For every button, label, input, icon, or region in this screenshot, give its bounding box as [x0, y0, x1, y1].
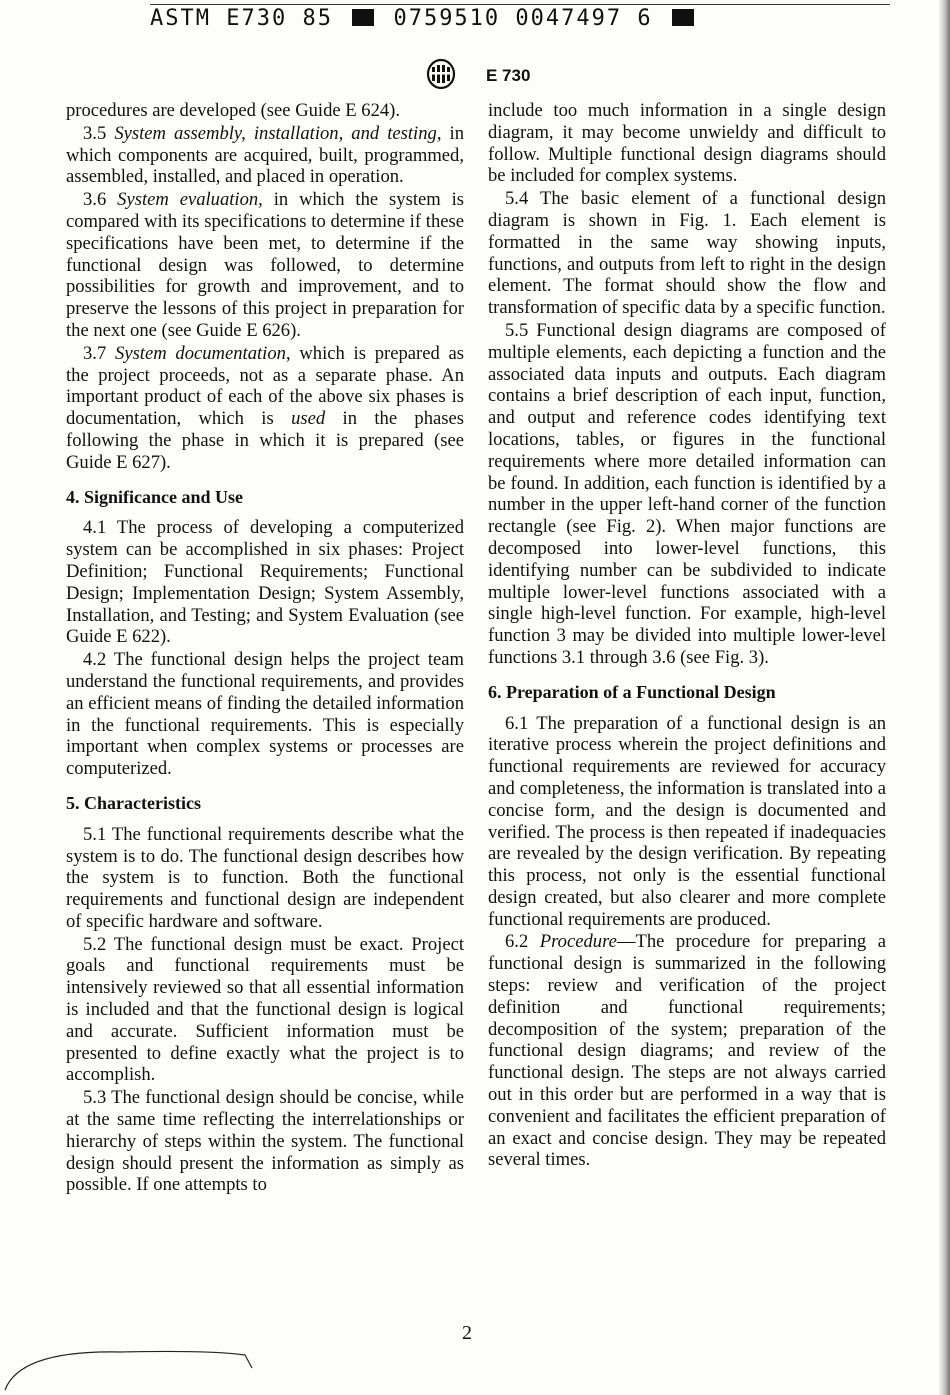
paragraph-6-2: 6.2 Procedure—The procedure for preparing a functional design is summarized in the following steps: review and verification of the project definition and functional requirements; decomposition of the system; preparation of the functional design diagrams; and review of the functional design. The steps are not always carried out in this order but are performed in a way that is convenient and facilitates the efficient preparation of an exact and concise design. They may be repeated several times. — [488, 931, 887, 1171]
paragraph: include too much information in a single design diagram, it may become unwieldy and difficult to follow. Multiple functional design diagrams should be included for complex systems. — [488, 100, 886, 187]
paragraph-5-2: 5.2 The functional design must be exact. Project goals and functional requirements must be intensively reviewed so that all essential information is included and that the functional design is logical and accurate. Sufficient information must be presented to define exactly what the project is to accomplish. — [66, 933, 464, 1086]
paragraph-5-5: 5.5 Functional design diagrams are composed of multiple elements, each depicting a function and the associated data inputs and outputs. Each diagram contains a brief description of each input, function, and output and reference codes identifying text locations, tables, or figures in the functional requirements where more detailed information can be found. In addition, each function is identified by a number in the upper left-hand corner of the function rectangle (see Fig. 2). When major functions are decomposed into lower-level functions, this identifying number can be subdivided to indicate multiple lower-level functions associated with a single high-level function. For example, high-level function 3 may be divided into multiple lower-level functions 3.1 through 3.6 (see Fig. 3). — [488, 319, 886, 668]
paragraph-5-3: 5.3 The functional design should be concise, while at the same time reflecting the interrelationships or hierarchy of steps within the system. The functional design should present the information as simply as possible. If one attempts to — [66, 1087, 464, 1196]
document-code-part1: ASTM E730 85 — [150, 6, 333, 31]
paragraph-6-1: 6.1 The preparation of a functional design is an iterative process wherein the project definitions and functional requirements are reviewed for accuracy and completeness, the information is translated into a concise form, and the design is documented and verified. The process is then repeated if inadequacies are revealed by the design verification. By repeating this process, not only is the essential functional design created, but also clearer and more complete functional requirements are produced. — [488, 712, 886, 930]
section-heading-5: 5. Characteristics — [66, 792, 201, 813]
astm-logo-icon — [426, 58, 456, 90]
scan-artifact — [0, 1330, 300, 1395]
paragraph-4-2: 4.2 The functional design helps the project team understand the functional requirements, and provides an efficient means of finding the detailed information in the functional requirements. This is especially important when complex systems or processes are computerized. — [66, 649, 464, 780]
page-number: 2 — [462, 1322, 472, 1344]
paragraph: procedures are developed (see Guide E 624). — [66, 100, 401, 121]
paragraph-5-4: 5.4 The basic element of a functional design diagram is shown in Fig. 1. Each element is formatted in the same way showing inputs, functions, and outputs from left to right in the design element. The format should show the flow and transformation of specific data by a specific function. — [488, 188, 886, 319]
left-column — [66, 100, 464, 1196]
document-code-part2: 0759510 0047497 6 — [393, 6, 653, 31]
scan-edge-shadow — [938, 0, 950, 1395]
paragraph-3-6: 3.6 System evaluation, in which the system is compared with its specifications to determine if these specifications have been met, to determine if the functional design was followed, to determine possibilities for growth and improvement, and to preserve the lessons of this project in preparation for the next one (see Guide E 626). — [66, 189, 465, 341]
redaction-block — [352, 9, 374, 26]
redaction-block — [672, 9, 694, 26]
paragraph-3-5: 3.5 System assembly, installation, and testing, in which components are acquired, built, programmed, assembled, installed, and placed in operation. — [66, 122, 464, 188]
right-column — [488, 100, 886, 1171]
section-heading-6: 6. Preparation of a Functional Design — [488, 681, 776, 702]
header-rule — [150, 4, 890, 5]
standard-designation: E 730 — [486, 66, 531, 85]
paragraph-5-1: 5.1 The functional requirements describe what the system is to do. The functional design describes how the system is to function. Both the functional requirements and functional design are independent of specific hardware and software. — [66, 823, 464, 932]
document-code-header — [150, 6, 698, 31]
section-heading-4: 4. Significance and Use — [66, 486, 244, 507]
paragraph-4-1: 4.1 The process of developing a computerized system can be accomplished in six phases: Project Definition; Functional Requirements; Functional Design; Implementation Design; System Assembly, Installation, and Testing; and System Evaluation (see Guide E 622). — [66, 517, 464, 648]
paragraph-3-7: 3.7 System documentation, which is prepared as the project proceeds, not as a separate phase. An important product of each of the above six phases is documentation, which is used in the phases following the phase in which it is prepared (see Guide E 627). — [66, 342, 464, 473]
